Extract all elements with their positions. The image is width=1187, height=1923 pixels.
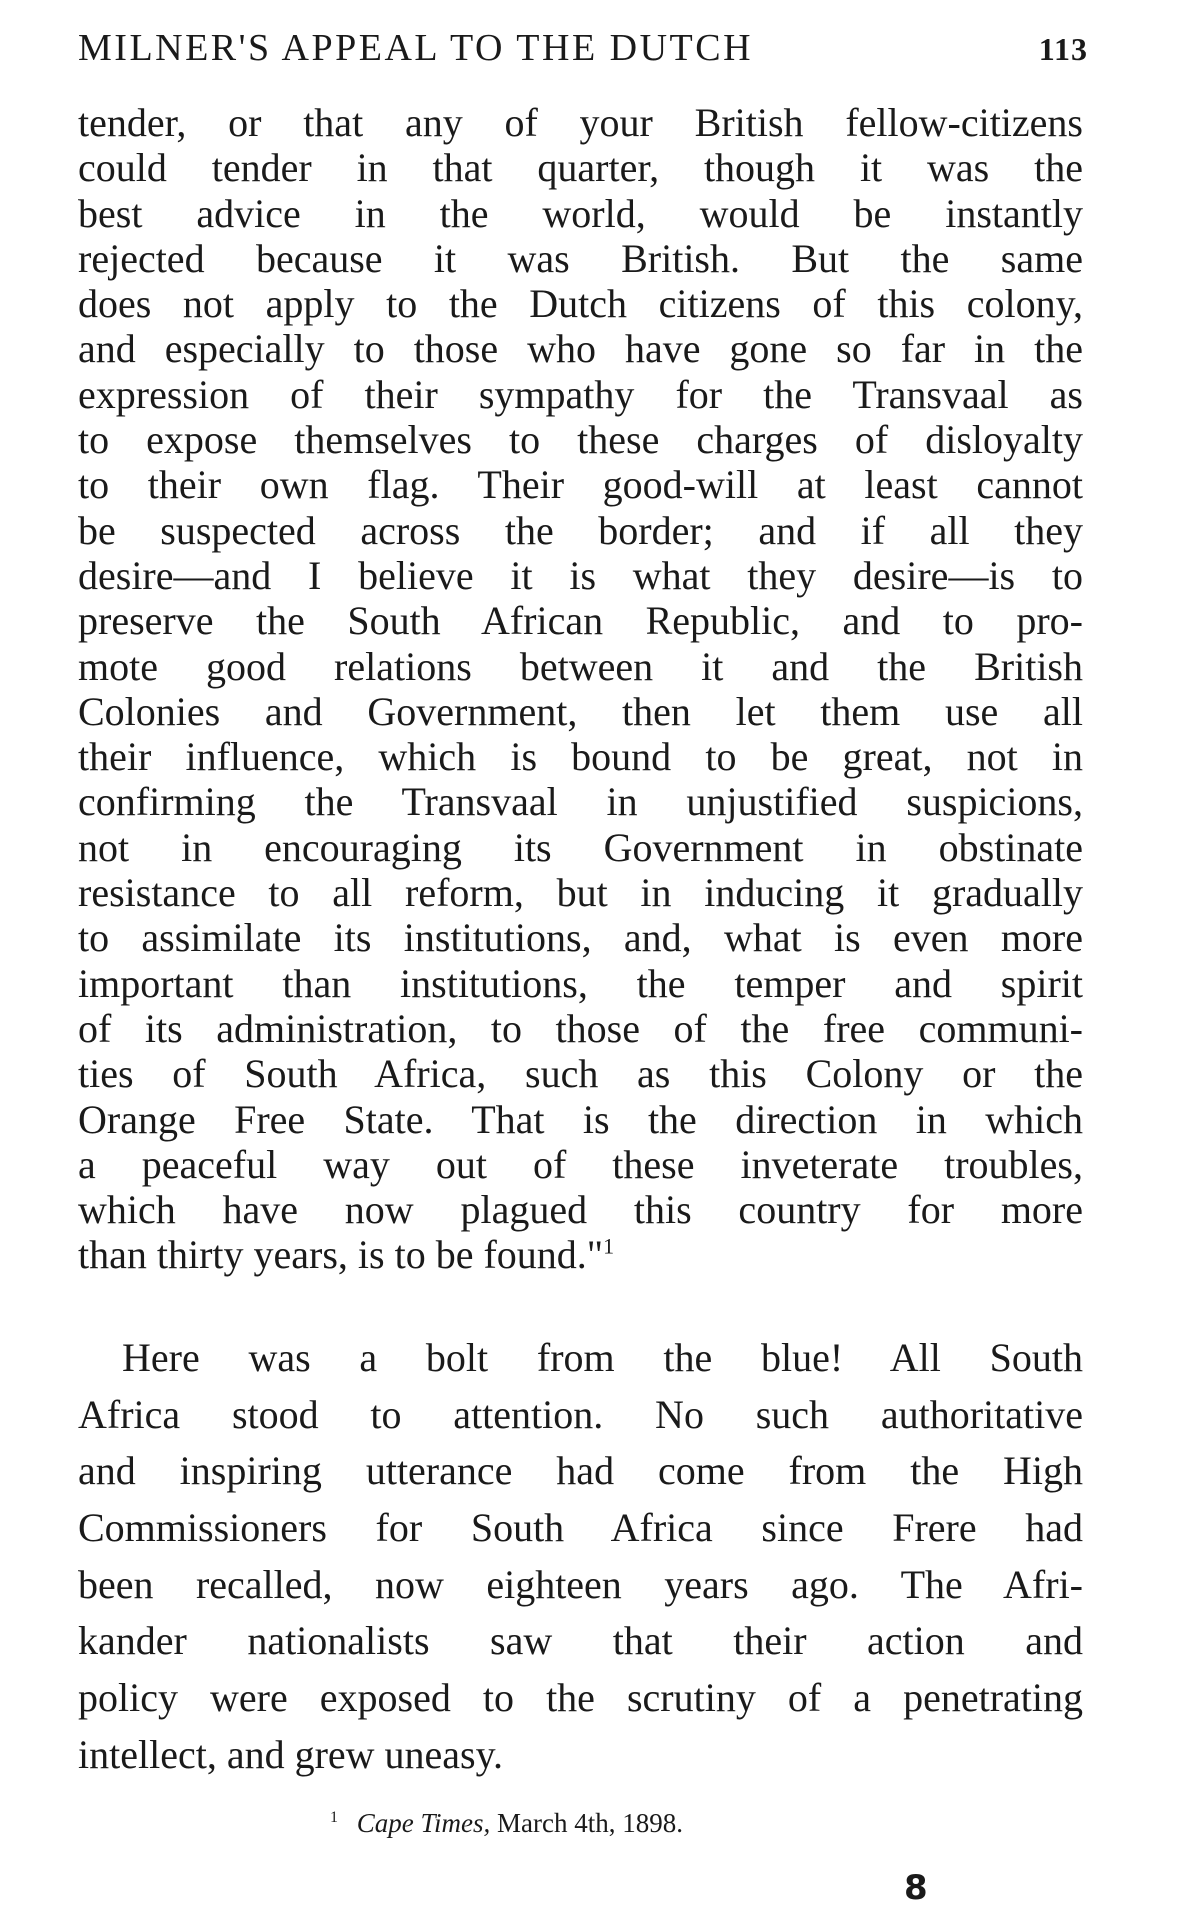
quote-line: to assimilate its institutions, and, what is even more <box>78 915 1083 961</box>
quote-line: tender, or that any of your British fellow-citizens <box>78 100 1083 145</box>
footnote-source: Cape Times, <box>356 1808 491 1838</box>
quote-line: expression of their sympathy for the Transvaal as <box>78 371 1083 417</box>
body-line: and inspiring utterance had come from the High <box>78 1448 1083 1494</box>
quote-line: and especially to those who have gone so far in the <box>78 326 1083 372</box>
body-line: been recalled, now eighteen years ago. The Afri- <box>78 1561 1083 1607</box>
body-line: intellect, and grew uneasy. <box>78 1731 504 1777</box>
quote-line: not in encouraging its Government in obstinate <box>78 824 1083 870</box>
quote-line: to their own flag. Their good-will at least cannot <box>78 462 1083 508</box>
body-line: kander nationalists saw that their action and <box>78 1618 1083 1664</box>
quote-line: Colonies and Government, then let them use all <box>78 688 1083 734</box>
quote-line: rejected because it was British. But the same <box>78 235 1083 281</box>
body-paragraph <box>78 1330 1083 1784</box>
quote-line: Orange Free State. That is the direction in which <box>78 1096 1083 1142</box>
quote-line: important than institutions, the temper and spirit <box>78 960 1083 1006</box>
quote-line: does not apply to the Dutch citizens of this colony, <box>78 281 1083 327</box>
chapter-title: MILNER'S APPEAL TO THE DUTCH <box>78 27 754 69</box>
quote-line: confirming the Transvaal in unjustified suspicions, <box>78 779 1083 825</box>
quote-line: could tender in that quarter, though it was the <box>78 145 1083 191</box>
body-line: Commissioners for South Africa since Frere had <box>78 1505 1083 1551</box>
quote-line: ties of South Africa, such as this Colony or the <box>78 1051 1083 1097</box>
quoted-passage <box>78 100 1083 1278</box>
body-line: policy were exposed to the scrutiny of a penetrating <box>78 1675 1083 1721</box>
quote-line-final <box>78 1232 1083 1277</box>
quote-line: of its administration, to those of the free communi- <box>78 1005 1083 1051</box>
signature-mark: 8 <box>904 1868 928 1908</box>
quote-line-text: than thirty years, is to be found." <box>78 1232 604 1278</box>
page-number: 113 <box>1038 31 1088 67</box>
quote-line: a peaceful way out of these inveterate troubles, <box>78 1141 1083 1187</box>
quote-line: be suspected across the border; and if all they <box>78 507 1083 553</box>
quote-line: to expose themselves to these charges of disloyalty <box>78 417 1083 463</box>
footnote <box>330 1808 683 1839</box>
footnote-date: March 4th, 1898. <box>497 1808 683 1838</box>
quote-line: which have now plagued this country for more <box>78 1187 1083 1233</box>
quote-line: preserve the South African Republic, and to pro- <box>78 598 1083 644</box>
quote-line: their influence, which is bound to be great, not in <box>78 734 1083 780</box>
quote-line: resistance to all reform, but in inducing it gradually <box>78 870 1083 916</box>
quote-line: best advice in the world, would be instantly <box>78 190 1083 236</box>
body-line: Africa stood to attention. No such authoritative <box>78 1391 1083 1437</box>
body-line: Here was a bolt from the blue! All South <box>122 1335 1083 1380</box>
running-head <box>78 26 1088 70</box>
footnote-reference: 1 <box>603 1234 615 1260</box>
footnote-marker: 1 <box>330 1809 338 1826</box>
quote-line: mote good relations between it and the British <box>78 643 1083 689</box>
quote-line: desire—and I believe it is what they desire—is to <box>78 552 1083 598</box>
